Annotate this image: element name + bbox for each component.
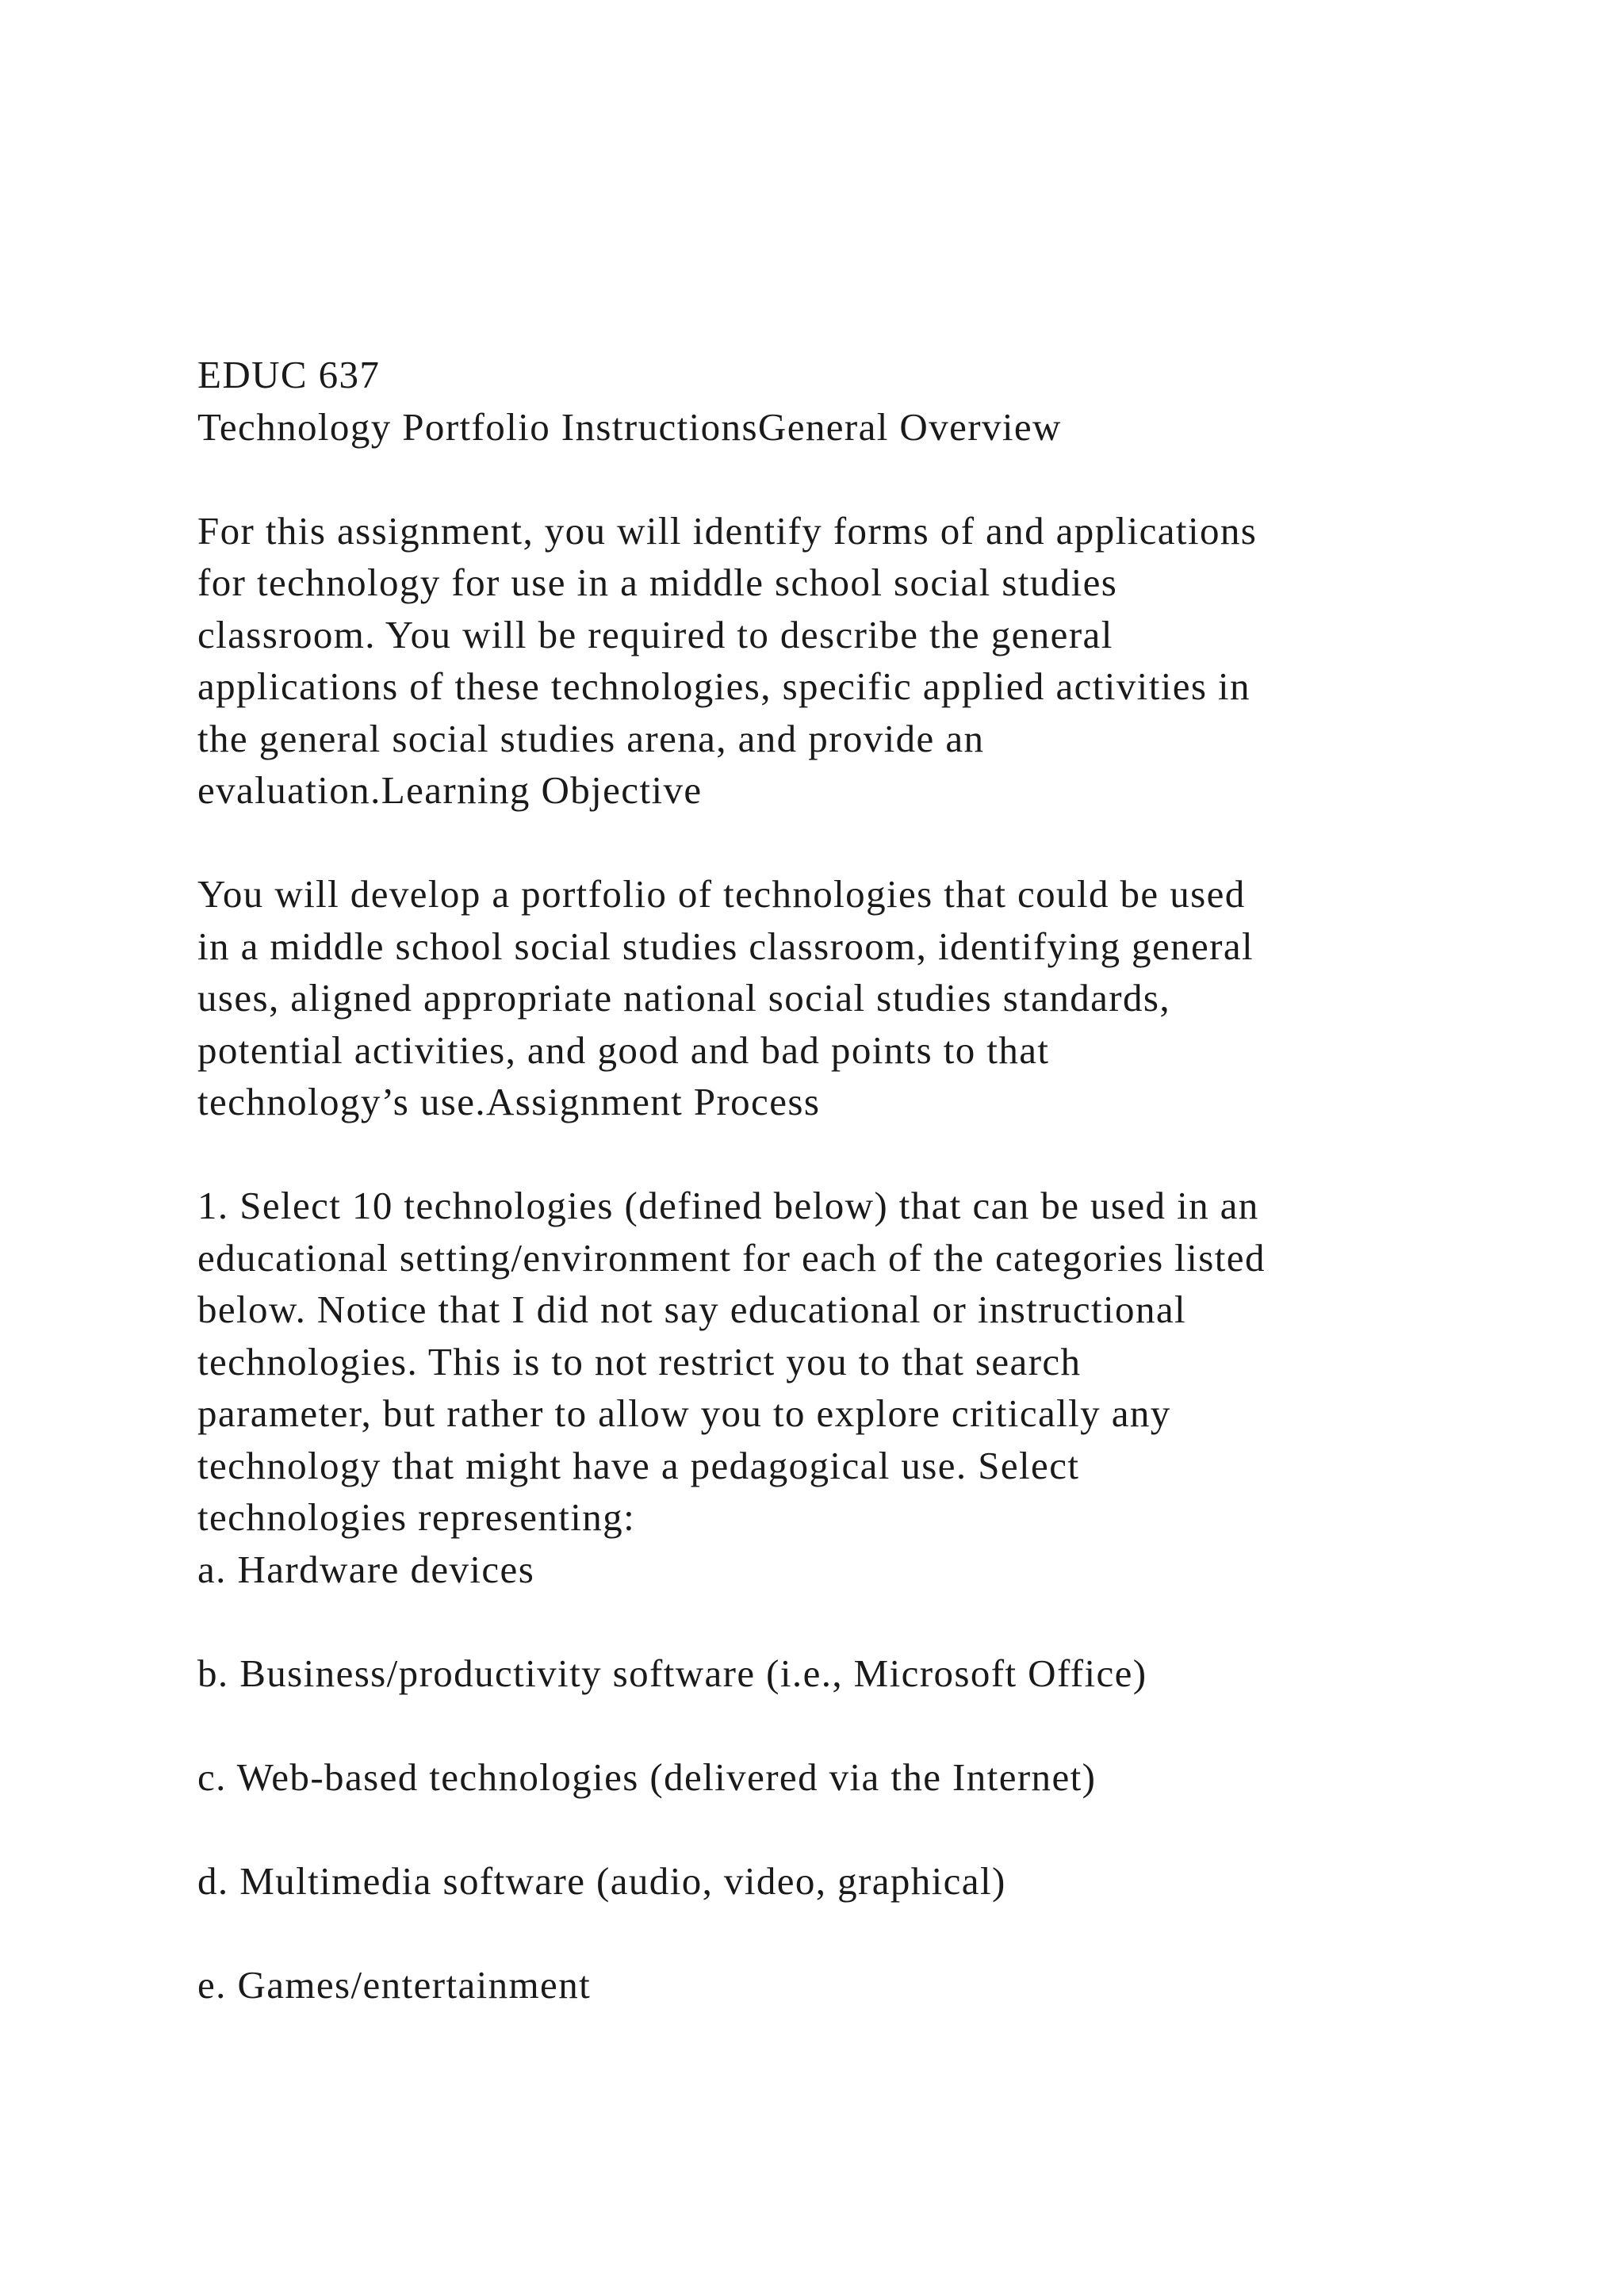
category-a: a. Hardware devices [197,1547,535,1591]
course-code: EDUC 637 [197,353,381,396]
overview-line: applications of these technologies, specific applied activities in [197,664,1251,708]
process-line: technology that might have a pedagogical use. Select [197,1443,1080,1487]
overview-line: for technology for use in a middle school social studies [197,561,1118,604]
spacer [197,1595,1545,1647]
spacer [197,1699,1545,1751]
process-line: technologies representing: [197,1495,636,1539]
process-line: 1. Select 10 technologies (defined below) that can be used in an [197,1184,1259,1227]
category-c: c. Web-based technologies (delivered via the Internet) [197,1755,1097,1799]
spacer [197,1907,1545,1959]
process-line: parameter, but rather to allow you to explore critically any [197,1391,1171,1435]
category-d: d. Multimedia software (audio, video, graphical) [197,1858,1006,1903]
overview-line: the general social studies arena, and provide an [197,716,985,760]
process-line: educational setting/environment for each of the categories listed [197,1235,1266,1280]
objective-line: technology’s use.Assignment Process [197,1080,821,1123]
spacer [197,1803,1545,1855]
document-title: Technology Portfolio InstructionsGeneral Overview [197,404,1062,449]
overview-line: For this assignment, you will identify forms of and applications [197,508,1258,553]
overview-line: classroom. You will be required to describe the general [197,612,1113,656]
objective-line: potential activities, and good and bad points to that [197,1027,1050,1072]
document-body [197,349,1545,2011]
objective-line: uses, aligned appropriate national social studies standards, [197,976,1171,1020]
process-line: below. Notice that I did not say educational or instructional [197,1288,1187,1331]
spacer [197,817,1545,869]
objective-line: in a middle school social studies classroom, identifying general [197,924,1254,968]
spacer [197,453,1545,505]
category-b: b. Business/productivity software (i.e., Microsoft Office) [197,1651,1147,1695]
spacer [197,1128,1545,1181]
objective-line: You will develop a portfolio of technologies that could be used [197,872,1246,916]
overview-line: evaluation.Learning Objective [197,768,703,812]
process-line: technologies. This is to not restrict you to that search [197,1339,1082,1383]
category-e: e. Games/entertainment [197,1962,592,2007]
